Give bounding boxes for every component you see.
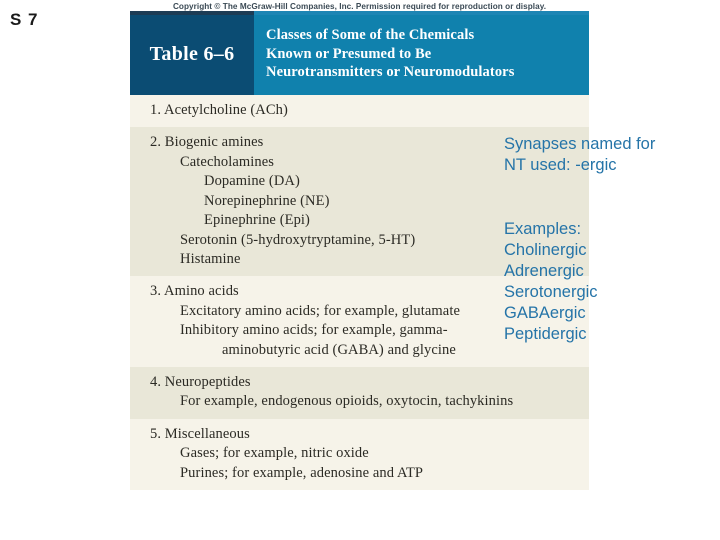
table-number-cell bbox=[130, 15, 254, 95]
table-group-heading: 5. Miscellaneous bbox=[150, 425, 250, 442]
annotation-line: Examples: bbox=[504, 220, 582, 238]
table-title-line: Neurotransmitters or Neuromodulators bbox=[266, 64, 515, 81]
table-group-item: Epinephrine (Epi) bbox=[204, 212, 310, 229]
table-title-line: Known or Presumed to Be bbox=[266, 45, 432, 62]
table-group-heading: 3. Amino acids bbox=[150, 283, 239, 300]
annotation-line: Cholinergic bbox=[504, 240, 587, 259]
slide-number-label: S 7 bbox=[10, 10, 39, 29]
table-group-item: Gases; for example, nitric oxide bbox=[180, 445, 369, 462]
table-number-label: Table 6–6 bbox=[149, 42, 235, 65]
table-group-item: Catecholamines bbox=[180, 153, 275, 170]
table-group-item: Norepinephrine (NE) bbox=[204, 192, 330, 209]
table-group-item: aminobutyric acid (GABA) and glycine bbox=[222, 341, 456, 358]
table-header bbox=[130, 15, 589, 95]
table-group-heading: 2. Biogenic amines bbox=[150, 134, 264, 151]
annotation-line: Adrenergic bbox=[504, 261, 584, 280]
table-group-heading: 1. Acetylcholine (ACh) bbox=[150, 102, 288, 118]
table-row bbox=[130, 367, 589, 419]
annotation-line: NT used: -ergic bbox=[504, 155, 617, 174]
annotation-line: Peptidergic bbox=[504, 324, 587, 343]
annotation-line: Synapses named for bbox=[504, 135, 656, 153]
table-group-item: Inhibitory amino acids; for example, gamma- bbox=[180, 322, 448, 339]
table-group-item: Purines; for example, adenosine and ATP bbox=[180, 464, 424, 481]
annotation-synapse-naming bbox=[504, 134, 655, 176]
table-group-heading: 4. Neuropeptides bbox=[150, 374, 251, 391]
table-group-item: Dopamine (DA) bbox=[204, 173, 300, 190]
table-group-item: Serotonin (5-hydroxytryptamine, 5-HT) bbox=[180, 231, 416, 248]
table-title-cell bbox=[254, 15, 589, 95]
table-title bbox=[266, 26, 514, 82]
annotation-line: Serotonergic bbox=[504, 282, 598, 301]
table-group-item: Excitatory amino acids; for example, glutamate bbox=[180, 302, 461, 319]
table-row bbox=[130, 419, 589, 490]
table-title-line: Classes of Some of the Chemicals bbox=[266, 27, 475, 44]
annotation-line: GABAergic bbox=[504, 303, 586, 322]
table-group-item: For example, endogenous opioids, oxytocin, tachykinins bbox=[180, 393, 514, 410]
table-group-item: Histamine bbox=[180, 250, 241, 267]
annotation-examples-list bbox=[504, 219, 598, 345]
table-row bbox=[130, 95, 589, 127]
copyright-notice: Copyright © The McGraw-Hill Companies, Inc. Permission required for reproduction or display. bbox=[172, 2, 547, 11]
